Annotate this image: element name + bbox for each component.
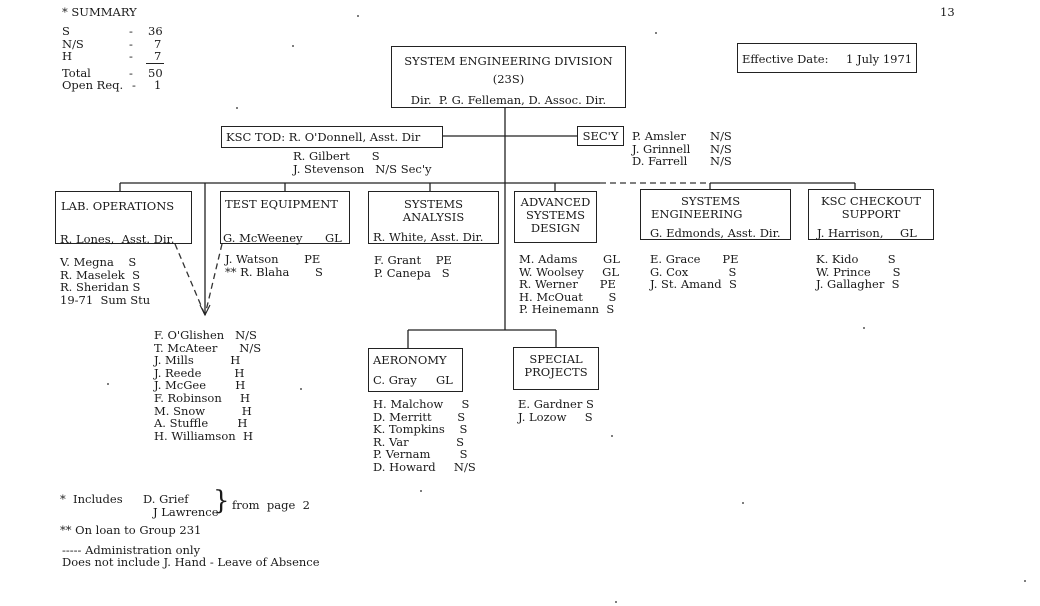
advanced-systems-design-title-line2: SYSTEMS — [525, 208, 586, 222]
systems-engineering-head: G. Edmonds, Asst. Dir. — [650, 226, 781, 240]
special-projects-title-line2: PROJECTS — [524, 365, 588, 379]
special-projects-box — [513, 347, 599, 390]
aeronomy-head-tag: GL — [436, 373, 453, 387]
summary-open-value: 1 — [154, 78, 162, 92]
test-equipment-box — [220, 191, 350, 244]
summary-dash: - — [129, 49, 133, 63]
summary-value: 7 — [154, 49, 162, 63]
secy-members — [632, 130, 732, 168]
lab-operations-members — [60, 256, 150, 306]
list-item: V. Megna S — [60, 255, 137, 269]
scan-speckle — [863, 327, 865, 329]
summary-total-value: 50 — [148, 65, 163, 80]
list-item: J Lawrence — [153, 504, 219, 519]
list-item: J. St. Amand S — [650, 277, 737, 292]
list-item: H. McOuat S — [519, 289, 617, 304]
list-item: R. Sheridan S — [60, 280, 141, 295]
special-projects-title: SPECIAL — [529, 352, 583, 366]
aeronomy-head: C. Gray — [373, 373, 417, 387]
summary-dash: - — [129, 36, 133, 51]
list-item: T. McAteer N/S — [154, 340, 262, 355]
lab-pool-members — [154, 329, 261, 442]
scan-speckle — [742, 502, 744, 504]
division-title: SYSTEM ENGINEERING DIVISION — [404, 54, 613, 68]
footnote-brace: } — [213, 486, 230, 516]
member-status: N/S — [710, 141, 732, 156]
list-item: ** R. Blaha S — [225, 264, 323, 279]
ksc-checkout-support-members — [816, 253, 901, 291]
list-item: J. Mills H — [154, 353, 241, 368]
advanced-systems-design-members — [519, 253, 620, 316]
division-director: Dir. P. G. Felleman, D. Assoc. Dir. — [410, 93, 607, 107]
scan-speckle — [107, 383, 109, 385]
summary-open-row — [62, 79, 172, 92]
scan-speckle — [292, 45, 294, 47]
list-item: J. Reede H — [154, 365, 245, 380]
summary-dash: - — [132, 78, 136, 92]
summary-value: 7 — [154, 36, 162, 51]
list-item: J. McGee H — [154, 378, 246, 393]
ksc-tod-box — [221, 126, 443, 148]
list-item: P. Canepa S — [374, 265, 450, 280]
lab-operations-title: LAB. OPERATIONS — [61, 199, 175, 213]
page-number: 13 — [940, 5, 955, 19]
effective-date-value: 1 July 1971 — [846, 52, 913, 66]
list-item — [632, 155, 732, 168]
ksc-checkout-support-head-tag: GL — [900, 226, 917, 240]
footnote-admin: ----- Administration only — [62, 543, 201, 557]
summary-open-label: Open Req. — [62, 78, 124, 92]
aeronomy-members — [373, 398, 476, 474]
systems-analysis-title: SYSTEMS — [403, 197, 464, 211]
summary-label: S — [62, 24, 70, 38]
scan-speckle — [1024, 580, 1026, 582]
advanced-systems-design-title: ADVANCED — [520, 195, 591, 209]
secy-label: SEC'Y — [582, 129, 619, 143]
systems-engineering-members — [650, 253, 739, 291]
list-item: A. Stuffle H — [154, 416, 248, 431]
secy-box — [577, 126, 624, 146]
footnote-loan: ** On loan to Group 231 — [60, 523, 202, 537]
test-equipment-title: TEST EQUIPMENT — [225, 197, 338, 211]
summary-value: 36 — [148, 24, 163, 38]
list-item: J. Lozow S — [518, 409, 593, 424]
scan-speckle — [611, 435, 613, 437]
member-name: D. Farrell — [632, 154, 688, 169]
list-item: M. Snow H — [154, 403, 252, 418]
list-item: F. Robinson H — [154, 390, 251, 405]
systems-engineering-box — [640, 189, 791, 240]
footnote-includes-names — [143, 493, 219, 518]
member-name: J. Grinnell — [632, 141, 691, 156]
scan-speckle — [236, 107, 238, 109]
list-item: J. Gallagher S — [816, 277, 900, 292]
list-item: R. Var S — [373, 434, 464, 449]
list-item: E. Grace PE — [650, 252, 739, 266]
summary-row — [62, 50, 172, 63]
ksc-tod-head: KSC TOD: R. O'Donnell, Asst. Dir — [226, 130, 421, 144]
summary-title: * SUMMARY — [62, 5, 137, 19]
systems-analysis-title-line2: ANALYSIS — [402, 210, 465, 224]
list-item: W. Woolsey GL — [519, 264, 619, 279]
advanced-systems-design-box — [514, 191, 597, 243]
ksc-checkout-support-title-line2: SUPPORT — [841, 207, 901, 221]
ksc-tod-members — [293, 150, 432, 175]
special-projects-members — [518, 398, 594, 423]
list-item: H. Malchow S — [373, 397, 470, 411]
scan-speckle — [300, 388, 302, 390]
list-item: G. Cox S — [650, 264, 737, 279]
ksc-checkout-support-head: J. Harrison, — [817, 226, 884, 240]
summary-label: N/S — [62, 36, 84, 51]
ksc-checkout-support-box — [808, 189, 934, 240]
summary-row — [62, 25, 172, 38]
member-status: N/S — [710, 154, 732, 169]
list-item: M. Adams GL — [519, 252, 620, 266]
division-code: (23S) — [492, 72, 525, 86]
list-item: K. Tompkins S — [373, 422, 468, 437]
summary-label: H — [62, 49, 73, 63]
list-item: D. Grief — [143, 492, 189, 506]
lab-operations-box — [55, 191, 192, 244]
list-item: R. Gilbert S — [293, 149, 380, 163]
effective-date-label: Effective Date: — [742, 52, 829, 66]
list-item: P. Vernam S — [373, 447, 468, 462]
list-item: D. Merritt S — [373, 409, 466, 424]
list-item: D. Howard N/S — [373, 459, 476, 474]
systems-analysis-head: R. White, Asst. Dir. — [373, 230, 484, 244]
scan-speckle — [655, 32, 657, 34]
summary-dash: - — [129, 65, 133, 80]
list-item: H. Williamson H — [154, 428, 254, 443]
summary-dash: - — [129, 24, 133, 38]
list-item: E. Gardner S — [518, 397, 594, 411]
aeronomy-title: AERONOMY — [373, 353, 447, 367]
ksc-checkout-support-title: KSC CHECKOUT — [820, 194, 922, 208]
systems-engineering-title: SYSTEMS — [681, 194, 741, 208]
list-item: K. Kido S — [816, 252, 896, 266]
list-item: W. Prince S — [816, 264, 901, 279]
list-item: F. O'Glishen N/S — [154, 328, 257, 342]
list-item: J. Watson PE — [225, 252, 321, 266]
test-equipment-members — [225, 253, 323, 278]
footnote-leave: Does not include J. Hand - Leave of Absence — [62, 555, 320, 569]
footnote-includes-label: * Includes — [60, 492, 123, 506]
scan-speckle — [615, 601, 617, 603]
list-item: F. Grant PE — [374, 253, 452, 267]
test-equipment-head: G. McWeeney — [223, 231, 303, 245]
scan-speckle — [420, 490, 422, 492]
list-item: P. Heinemann S — [519, 302, 615, 317]
scan-speckle — [357, 15, 359, 17]
division-box — [391, 46, 626, 108]
list-item: J. Stevenson N/S Sec'y — [293, 161, 432, 176]
lab-operations-head: R. Lones, Asst. Dir. — [60, 232, 175, 246]
list-item: R. Werner PE — [519, 277, 616, 292]
effective-date-box — [737, 43, 917, 73]
footnote-from-page: from page 2 — [232, 498, 310, 512]
systems-engineering-title-line2: ENGINEERING — [651, 207, 743, 221]
member-status: N/S — [710, 129, 732, 143]
member-name: P. Amsler — [632, 129, 686, 143]
summary-total-label: Total — [62, 65, 91, 80]
summary-table — [62, 25, 172, 92]
systems-analysis-members — [374, 254, 452, 279]
aeronomy-box — [368, 348, 463, 392]
list-item: 19-71 Sum Stu — [60, 292, 151, 307]
list-item: R. Maselek S — [60, 267, 140, 282]
systems-analysis-box — [368, 191, 499, 244]
summary-rule — [146, 63, 164, 64]
advanced-systems-design-title-line3: DESIGN — [530, 221, 581, 235]
test-equipment-head-tag: GL — [325, 231, 342, 245]
